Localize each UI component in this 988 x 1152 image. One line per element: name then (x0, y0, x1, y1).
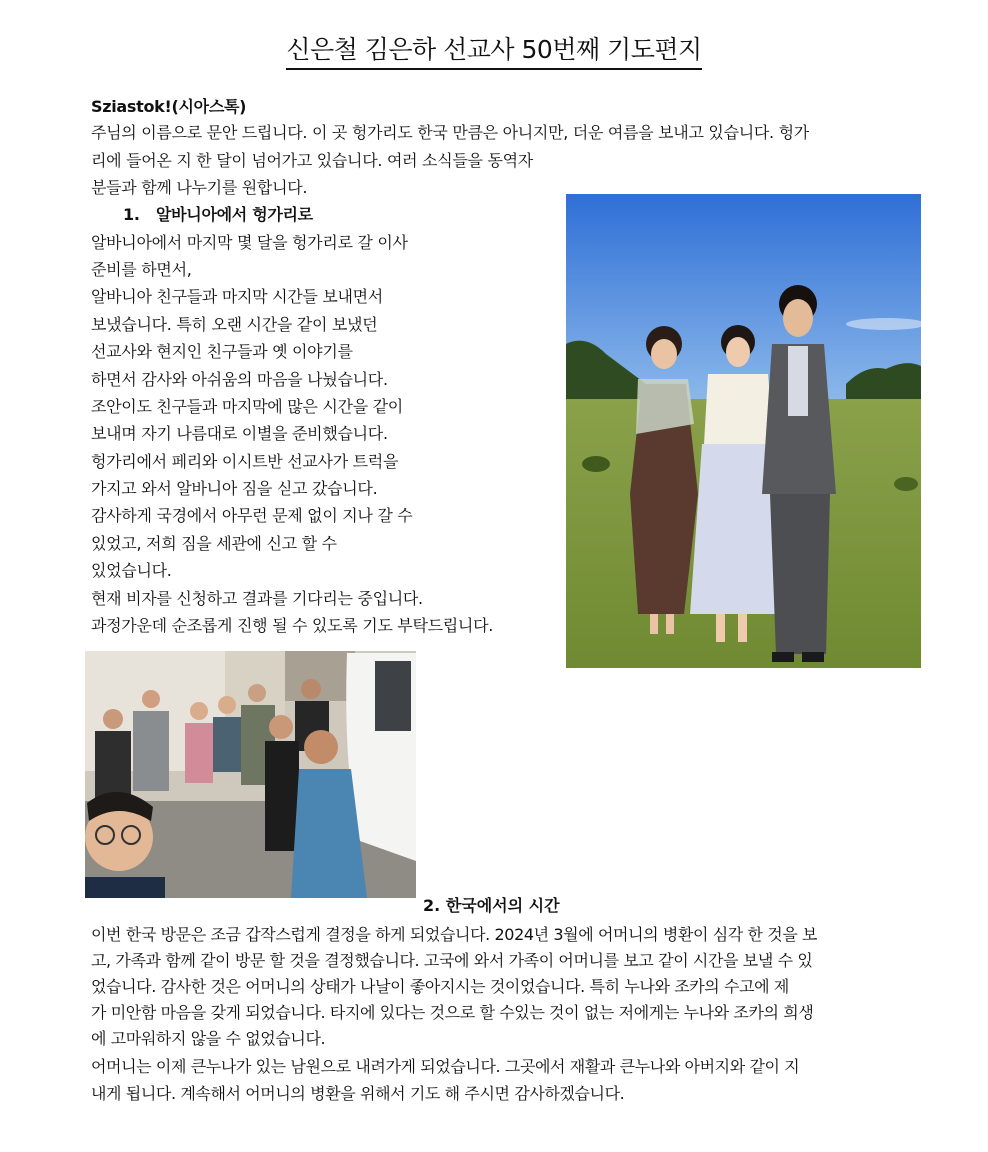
section1-line-5: 선교사와 현지인 친구들과 옛 이야기를 (91, 342, 353, 361)
section2-line-5: 에 고마워하지 않을 수 없었습니다. (91, 1029, 326, 1048)
intro-line-2: 리에 들어온 지 한 달이 넘어가고 있습니다. 여러 소식들을 동역자 (91, 151, 533, 170)
section1-heading: 알바니아에서 헝가리로 (156, 205, 313, 224)
letter-title-text: 신은철 김은하 선교사 50번째 기도편지 (286, 30, 701, 70)
section1-line-3: 알바니아 친구들과 마지막 시간들 보내면서 (91, 287, 383, 306)
section2-line-6: 어머니는 이제 큰누나가 있는 남원으로 내려가게 되었습니다. 그곳에서 재활과 큰누나와 아버지와 같이 지 (91, 1057, 800, 1076)
section1-line-7: 조안이도 친구들과 마지막에 많은 시간을 같이 (91, 397, 403, 416)
section2-line-4: 가 미안함 마음을 갖게 되었습니다. 타지에 있다는 것으로 할 수있는 것이 없는 저에게는 누나와 조카의 희생 (91, 1003, 814, 1022)
section1-line-12: 있었고, 저희 짐을 세관에 신고 할 수 (91, 534, 337, 553)
section1-line-13: 있었습니다. (91, 561, 172, 580)
section2-heading: 2. 한국에서의 시간 (423, 896, 560, 915)
section1-line-14: 현재 비자를 신청하고 결과를 기다리는 중입니다. (91, 589, 423, 608)
section1-line-1: 알바니아에서 마지막 몇 달을 헝가리로 갈 이사 (91, 233, 408, 252)
section1-line-15: 과정가운데 순조롭게 진행 될 수 있도록 기도 부탁드립니다. (91, 616, 494, 635)
photo-group-selfie (85, 651, 416, 898)
greeting: Sziastok!(시아스톡) (91, 97, 247, 116)
section2-line-7: 내게 됩니다. 계속해서 어머니의 병환을 위해서 기도 해 주시면 감사하겠습니다. (91, 1084, 625, 1103)
letter-title (0, 30, 988, 70)
section1-line-6: 하면서 감사와 아쉬움의 마음을 나눴습니다. (91, 370, 388, 389)
section1-line-9: 헝가리에서 페리와 이시트반 선교사가 트럭을 (91, 452, 399, 471)
photo-family-in-field (566, 194, 921, 668)
section1-line-2: 준비를 하면서, (91, 260, 192, 279)
section1-line-11: 감사하게 국경에서 아무런 문제 없이 지나 갈 수 (91, 506, 413, 525)
intro-line-3: 분들과 함께 나누기를 원합니다. (91, 178, 308, 197)
section1-line-10: 가지고 와서 알바니아 짐을 싣고 갔습니다. (91, 479, 378, 498)
section2-line-2: 고, 가족과 함께 같이 방문 할 것을 결정했습니다. 고국에 와서 가족이 어머니를 보고 같이 시간을 보낼 수 있 (91, 951, 813, 970)
section1-line-8: 보내며 자기 나름대로 이별을 준비했습니다. (91, 424, 388, 443)
section1-line-4: 보냈습니다. 특히 오랜 시간을 같이 보냈던 (91, 315, 378, 334)
intro-line-1: 주님의 이름으로 문안 드립니다. 이 곳 헝가리도 한국 만큼은 아니지만, 더운 여름을 보내고 있습니다. 헝가 (91, 123, 809, 142)
section1-number: 1. (123, 205, 140, 224)
section2-line-1: 이번 한국 방문은 조금 갑작스럽게 결정을 하게 되었습니다. 2024년 3월에 어머니의 병환이 심각 한 것을 보 (91, 925, 818, 944)
section2-line-3: 었습니다. 감사한 것은 어머니의 상태가 나날이 좋아지시는 것이었습니다. 특히 누나와 조카의 수고에 제 (91, 977, 789, 996)
